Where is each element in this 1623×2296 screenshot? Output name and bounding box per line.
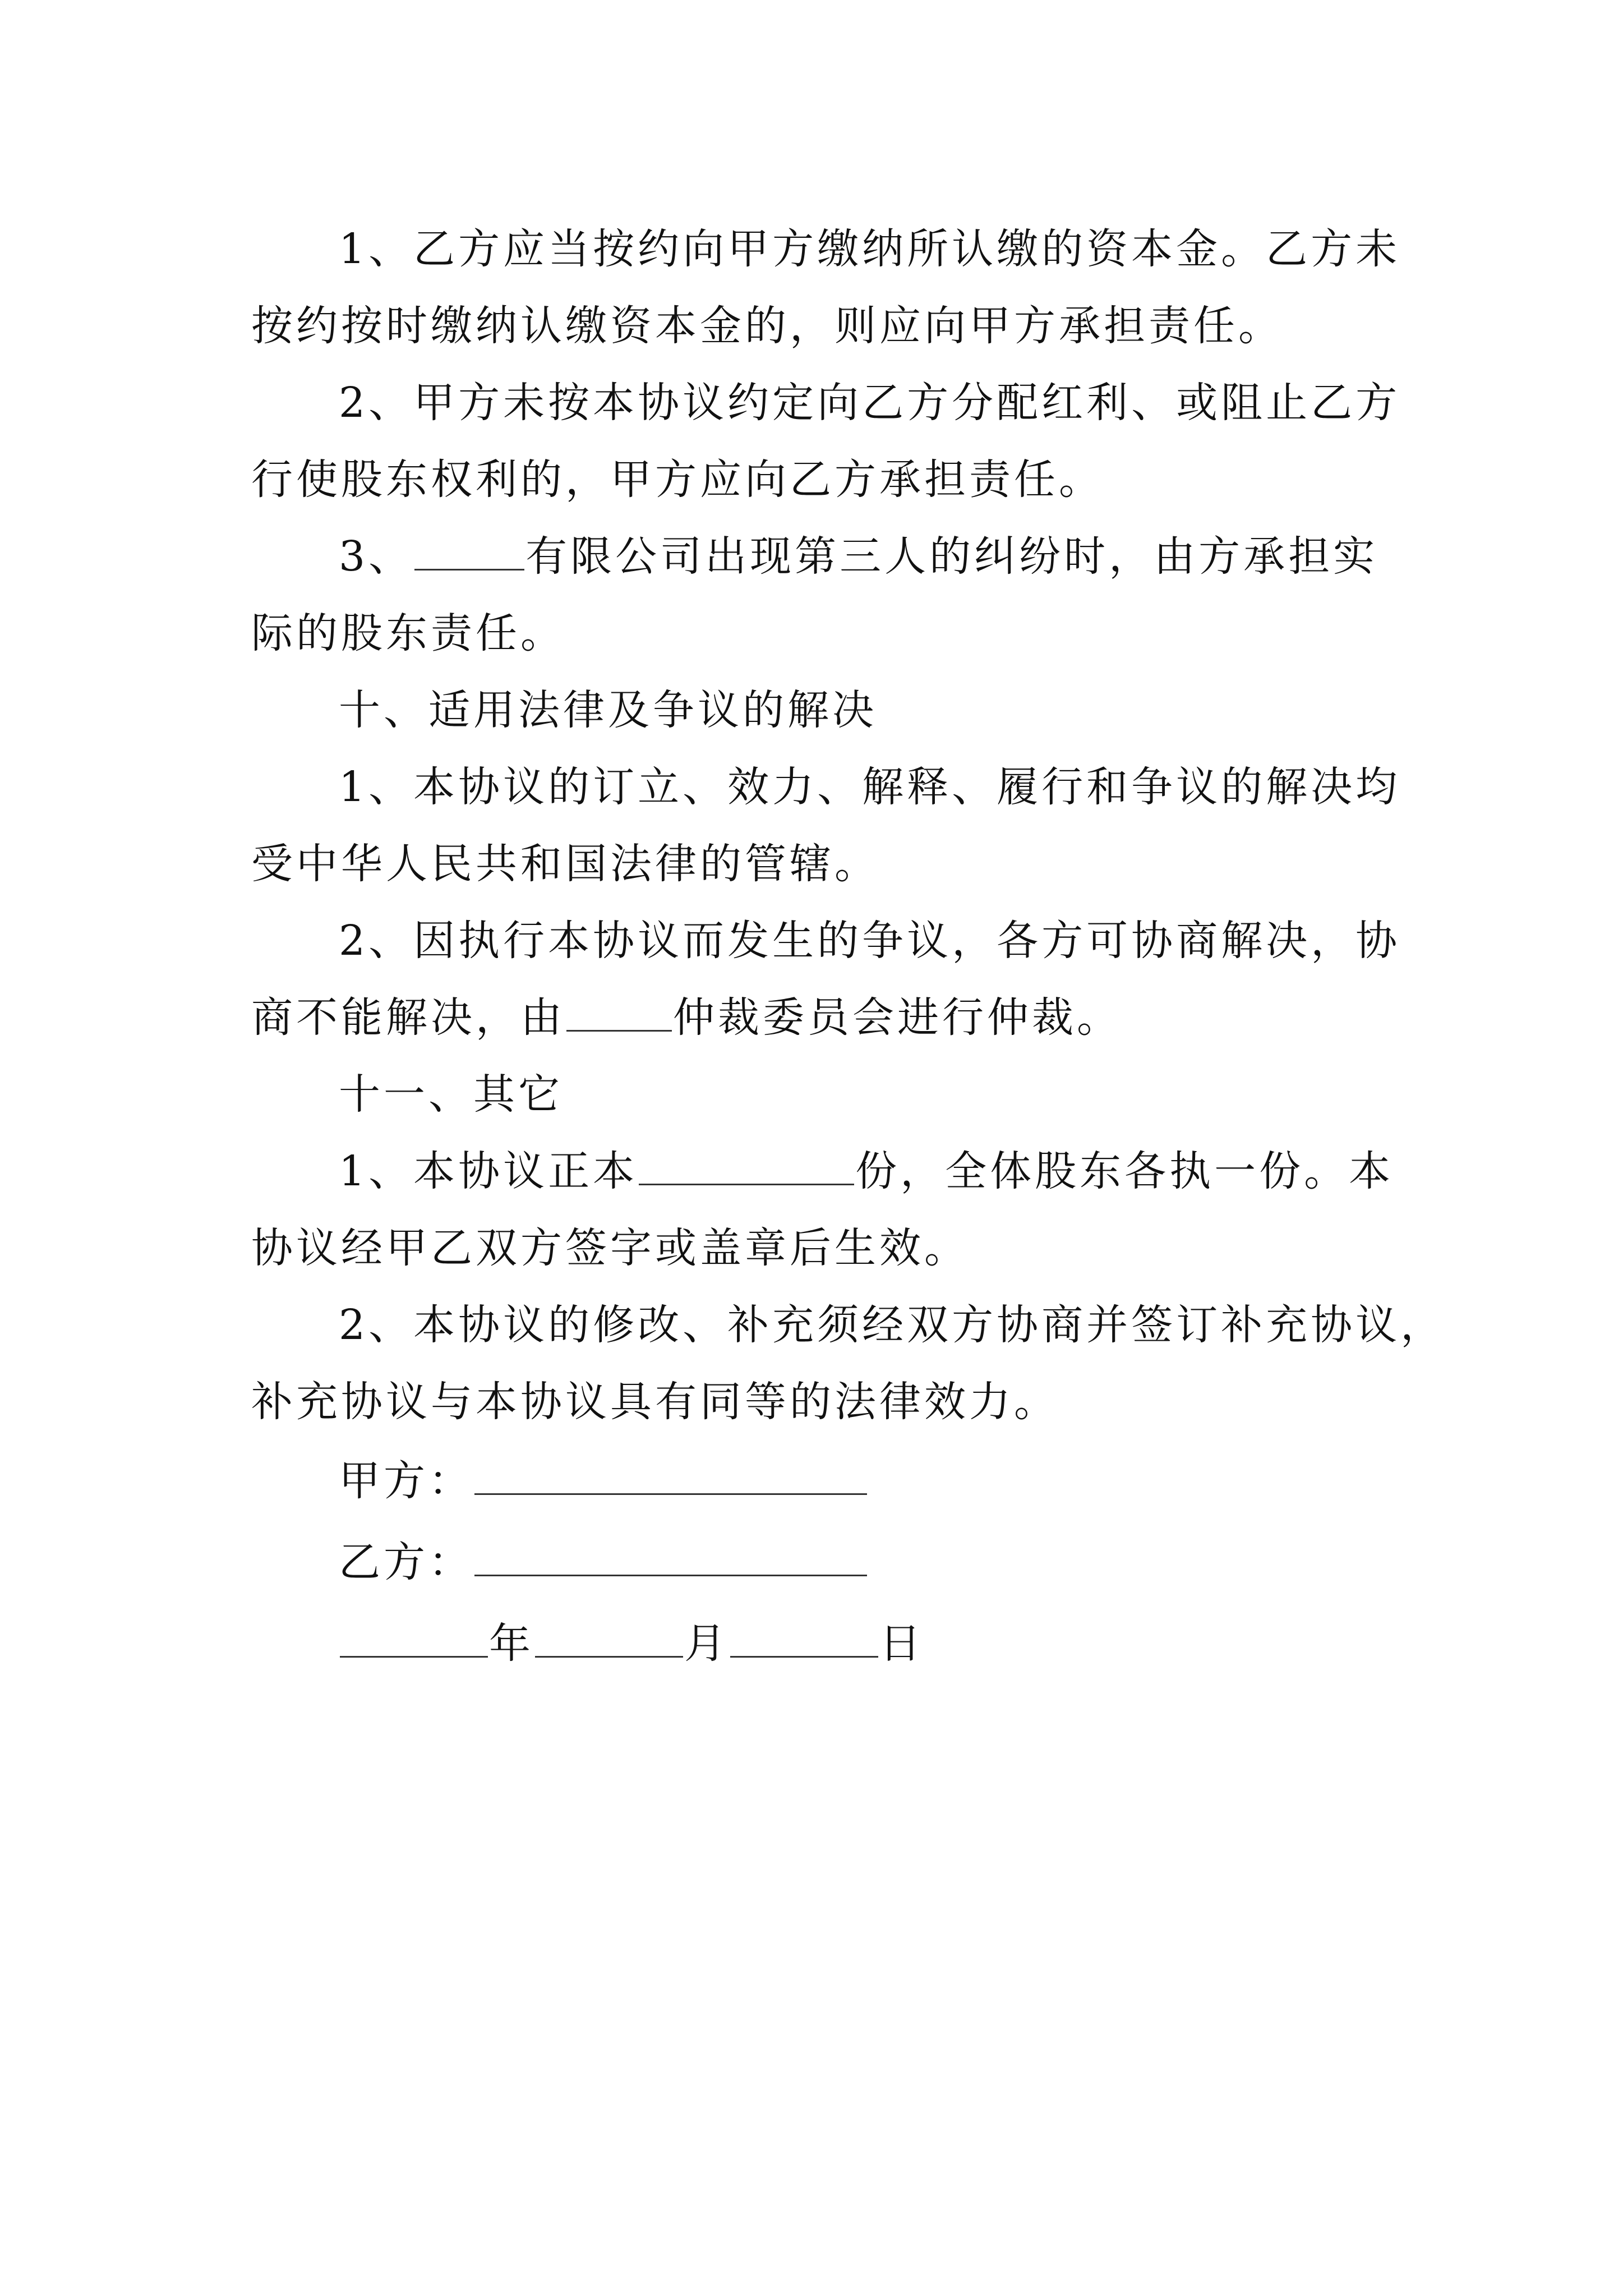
section-heading: 十、适用法律及争议的解决: [339, 686, 877, 734]
paragraph-line: [251, 518, 1390, 595]
company-name-blank: [414, 532, 524, 570]
party-a-label: 甲方：: [339, 1457, 473, 1505]
clause-text: 1、本协议正本: [339, 1147, 638, 1195]
clause-text: 仲裁委员会进行仲裁。: [673, 993, 1122, 1042]
clause-text: 有限公司出现第三人的纠纷时，由方承担实: [525, 532, 1378, 581]
paragraph-line: 协议经甲乙双方签字或盖章后生效。: [251, 1224, 969, 1272]
paragraph-line: 1、乙方应当按约向甲方缴纳所认缴的资本金。乙方未: [339, 225, 1401, 273]
day-blank: [730, 1619, 878, 1658]
day-label: 日: [879, 1619, 924, 1668]
document-body: [251, 211, 1446, 1685]
paragraph-line: 按约按时缴纳认缴资本金的，则应向甲方承担责任。: [251, 302, 1283, 350]
date-line: [251, 1603, 1390, 1685]
copies-count-blank: [639, 1147, 854, 1185]
month-blank: [535, 1619, 683, 1658]
paragraph-line: 际的股东责任。: [251, 609, 565, 657]
year-label: 年: [489, 1619, 534, 1668]
party-b-label: 乙方：: [339, 1538, 473, 1586]
paragraph-line: 2、甲方未按本协议约定向乙方分配红利、或阻止乙方: [339, 379, 1401, 427]
clause-text: 商不能解决，由: [251, 993, 565, 1042]
party-a-signature-blank: [474, 1456, 867, 1495]
paragraph-line: 补充协议与本协议具有同等的法律效力。: [251, 1378, 1059, 1426]
year-blank: [340, 1619, 488, 1658]
paragraph-line: 2、因执行本协议而发生的争议，各方可协商解决，协: [339, 917, 1401, 965]
month-label: 月: [684, 1619, 729, 1668]
section-heading: 十一、其它: [339, 1070, 563, 1119]
paragraph-line: [251, 979, 1390, 1056]
party-b-signature-blank: [474, 1538, 867, 1576]
paragraph-line: 行使股东权利的，甲方应向乙方承担责任。: [251, 455, 1104, 504]
party-b-signature-line: [251, 1522, 1390, 1603]
party-a-signature-line: [251, 1441, 1390, 1522]
arbitration-committee-blank: [566, 993, 672, 1032]
paragraph-line: [251, 1133, 1394, 1210]
paragraph-line: 1、本协议的订立、效力、解释、履行和争议的解决均: [339, 763, 1401, 811]
clause-number: 3、: [339, 532, 414, 581]
clause-text: 份，全体股东各执一份。本: [855, 1147, 1394, 1195]
paragraph-line: 受中华人民共和国法律的管辖。: [251, 840, 879, 888]
paragraph-line: 2、本协议的修改、补充须经双方协商并签订补充协议，: [339, 1301, 1446, 1349]
